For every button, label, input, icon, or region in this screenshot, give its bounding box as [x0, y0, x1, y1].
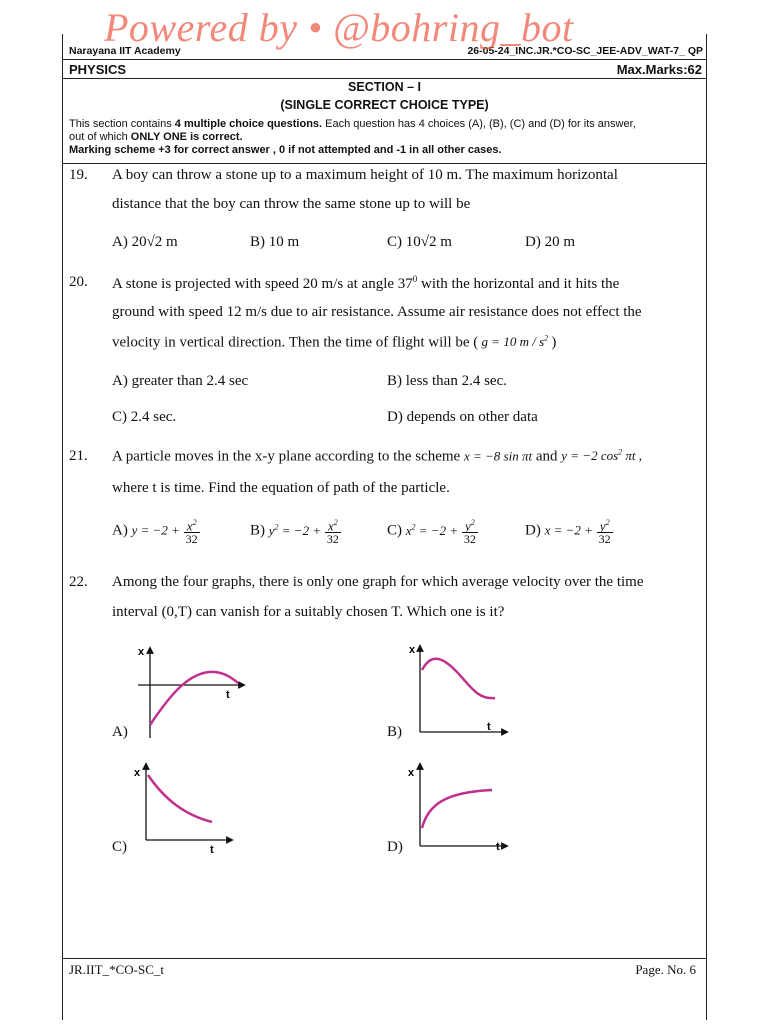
graph-label-c: C) — [112, 839, 127, 855]
graph-curve — [150, 672, 238, 725]
angle-value: $37^0$ — [397, 274, 418, 292]
subject: PHYSICS — [69, 62, 127, 77]
footer-rule — [62, 958, 707, 959]
section-title: SECTION – I — [348, 80, 421, 94]
question-text: distance that the boy can throw the same stone up to will be — [112, 196, 471, 212]
question-text: where t is time. Find the equation of path of the particle. — [112, 480, 450, 496]
graph-label-a: A) — [112, 724, 128, 740]
fraction — [325, 517, 341, 545]
fraction — [462, 517, 478, 545]
marking-scheme: Marking scheme +3 for correct answer , 0 if not attempted and -1 in all other cases. — [69, 144, 502, 156]
numerator-var: x — [327, 518, 334, 534]
y-equation-head: y = −2 cos — [561, 448, 619, 464]
axis-label-t: t — [226, 689, 230, 701]
fraction — [597, 517, 613, 545]
instruction-text: Each question has 4 choices (A), (B), (C) and (D) for its answer, — [322, 118, 636, 130]
option-b — [250, 517, 341, 545]
question-number: 21. — [69, 448, 88, 464]
option-lhs: $x^2 = -2$ + — [405, 522, 459, 538]
question-text — [112, 274, 619, 293]
fraction-denominator: 32 — [185, 532, 198, 547]
institute-name: Narayana IIT Academy — [69, 45, 181, 57]
fraction-numerator: $y^2$ — [597, 517, 613, 533]
question-text — [112, 334, 556, 351]
header-rule — [62, 59, 707, 60]
question-number: 22. — [69, 574, 88, 590]
fraction-denominator: 32 — [463, 532, 476, 547]
option-a: A) 20√2 m — [112, 234, 178, 250]
option-c — [387, 517, 478, 545]
gravity-text: g = 10 m / s — [481, 334, 545, 350]
option-c: C) 10√2 m — [387, 234, 452, 250]
lhs-var: y — [268, 522, 275, 538]
question-number: 20. — [69, 274, 88, 290]
question-text — [112, 448, 642, 465]
axis-label-t: t — [487, 721, 491, 733]
option-d: D) 20 m — [525, 234, 575, 250]
fraction-denominator: 32 — [326, 532, 339, 547]
lhs-var: x — [405, 522, 412, 538]
numerator-var: y — [464, 518, 471, 534]
graph-label-d: D) — [387, 839, 403, 855]
question-text: Among the four graphs, there is only one graph for which average velocity over the time — [112, 574, 644, 590]
instruction-text: This section contains — [69, 118, 175, 130]
graph-b — [405, 640, 515, 740]
question-text-part: with the horizontal and it hits the — [417, 276, 620, 292]
option-lhs: x = −2 + — [544, 522, 593, 538]
question-number: 19. — [69, 167, 88, 183]
numerator-var: x — [186, 518, 193, 534]
fraction-numerator: $x^2$ — [184, 517, 200, 533]
axis-label-t: t — [210, 844, 214, 855]
lhs-tail: = −2 + — [415, 522, 459, 538]
option-a: A) greater than 2.4 sec — [112, 373, 249, 389]
lhs-tail: = −2 + — [278, 522, 322, 538]
axis-label-x: x — [134, 767, 141, 779]
instructions-rule — [62, 163, 707, 164]
graph-label-b: B) — [387, 724, 402, 740]
max-marks: Max.Marks:62 — [616, 62, 702, 77]
instruction-bold: ONLY ONE is correct. — [130, 131, 243, 143]
footer-left: JR.IIT_*CO-SC_t — [69, 962, 164, 977]
graph-c — [130, 760, 240, 855]
x-equation: x = −8 sin πt — [463, 448, 533, 464]
question-text-part: velocity in vertical direction. Then the time of flight will be ( — [112, 334, 479, 351]
question-text: interval (0,T) can vanish for a suitably chosen T. Which one is it? — [112, 604, 505, 620]
axis-label-t: t — [496, 841, 500, 853]
page-number: Page. No. 6 — [635, 962, 696, 977]
option-lhs: $y^2 = -2$ + — [268, 522, 322, 538]
subject-rule — [62, 78, 707, 79]
angle-number: 37 — [397, 276, 413, 292]
graph-curve — [422, 790, 492, 828]
graph-curve — [422, 659, 495, 698]
instruction-bold: 4 multiple choice questions. — [174, 118, 323, 130]
option-label: A) — [112, 522, 128, 539]
axis-label-x: x — [408, 767, 415, 779]
option-b: B) 10 m — [250, 234, 300, 250]
option-a — [112, 517, 200, 545]
question-text: ground with speed 12 m/s due to air resistance. Assume air resistance does not effect the — [112, 304, 642, 320]
fraction — [184, 517, 200, 545]
question-text-part: A particle moves in the x-y plane according to the scheme — [112, 448, 464, 465]
question-text-part: ) — [551, 334, 557, 351]
question-text-part: and — [532, 448, 562, 465]
option-d: D) depends on other data — [387, 409, 538, 425]
instruction-text: out of which — [69, 131, 131, 143]
axis-label-x: x — [409, 644, 416, 656]
watermark: Powered by • @bohring_bot — [104, 5, 574, 50]
option-d — [525, 517, 613, 545]
fraction-numerator: $y^2$ — [462, 517, 478, 533]
y-equation: y = −2 $\cos^2 \pi t$ , — [561, 448, 643, 464]
question-text: A boy can throw a stone up to a maximum height of 10 m. The maximum horizontal — [112, 167, 618, 183]
numerator-var: y — [599, 518, 606, 534]
section-instructions — [69, 118, 704, 157]
paper-code: 26-05-24_INC.JR.*CO-SC_JEE-ADV_WAT-7_ QP — [467, 45, 703, 57]
axis-label-x: x — [138, 646, 145, 658]
option-lhs: y = −2 + — [131, 522, 180, 538]
fraction-denominator: 32 — [598, 532, 611, 547]
option-label: D) — [525, 522, 541, 539]
graph-curve — [148, 775, 212, 822]
gravity-value: g = 10 m / $s^2$ — [481, 334, 549, 350]
question-text-part: A stone is projected with speed 20 m/s at angle — [112, 276, 398, 292]
option-label: C) — [387, 522, 402, 539]
fraction-numerator: $x^2$ — [325, 517, 341, 533]
option-label: B) — [250, 522, 265, 539]
graph-d — [400, 760, 515, 855]
section-subtitle: (SINGLE CORRECT CHOICE TYPE) — [280, 98, 489, 112]
option-b: B) less than 2.4 sec. — [387, 373, 507, 389]
option-c: C) 2.4 sec. — [112, 409, 177, 425]
graph-a — [130, 640, 250, 740]
y-equation-tail: πt , — [625, 448, 643, 464]
